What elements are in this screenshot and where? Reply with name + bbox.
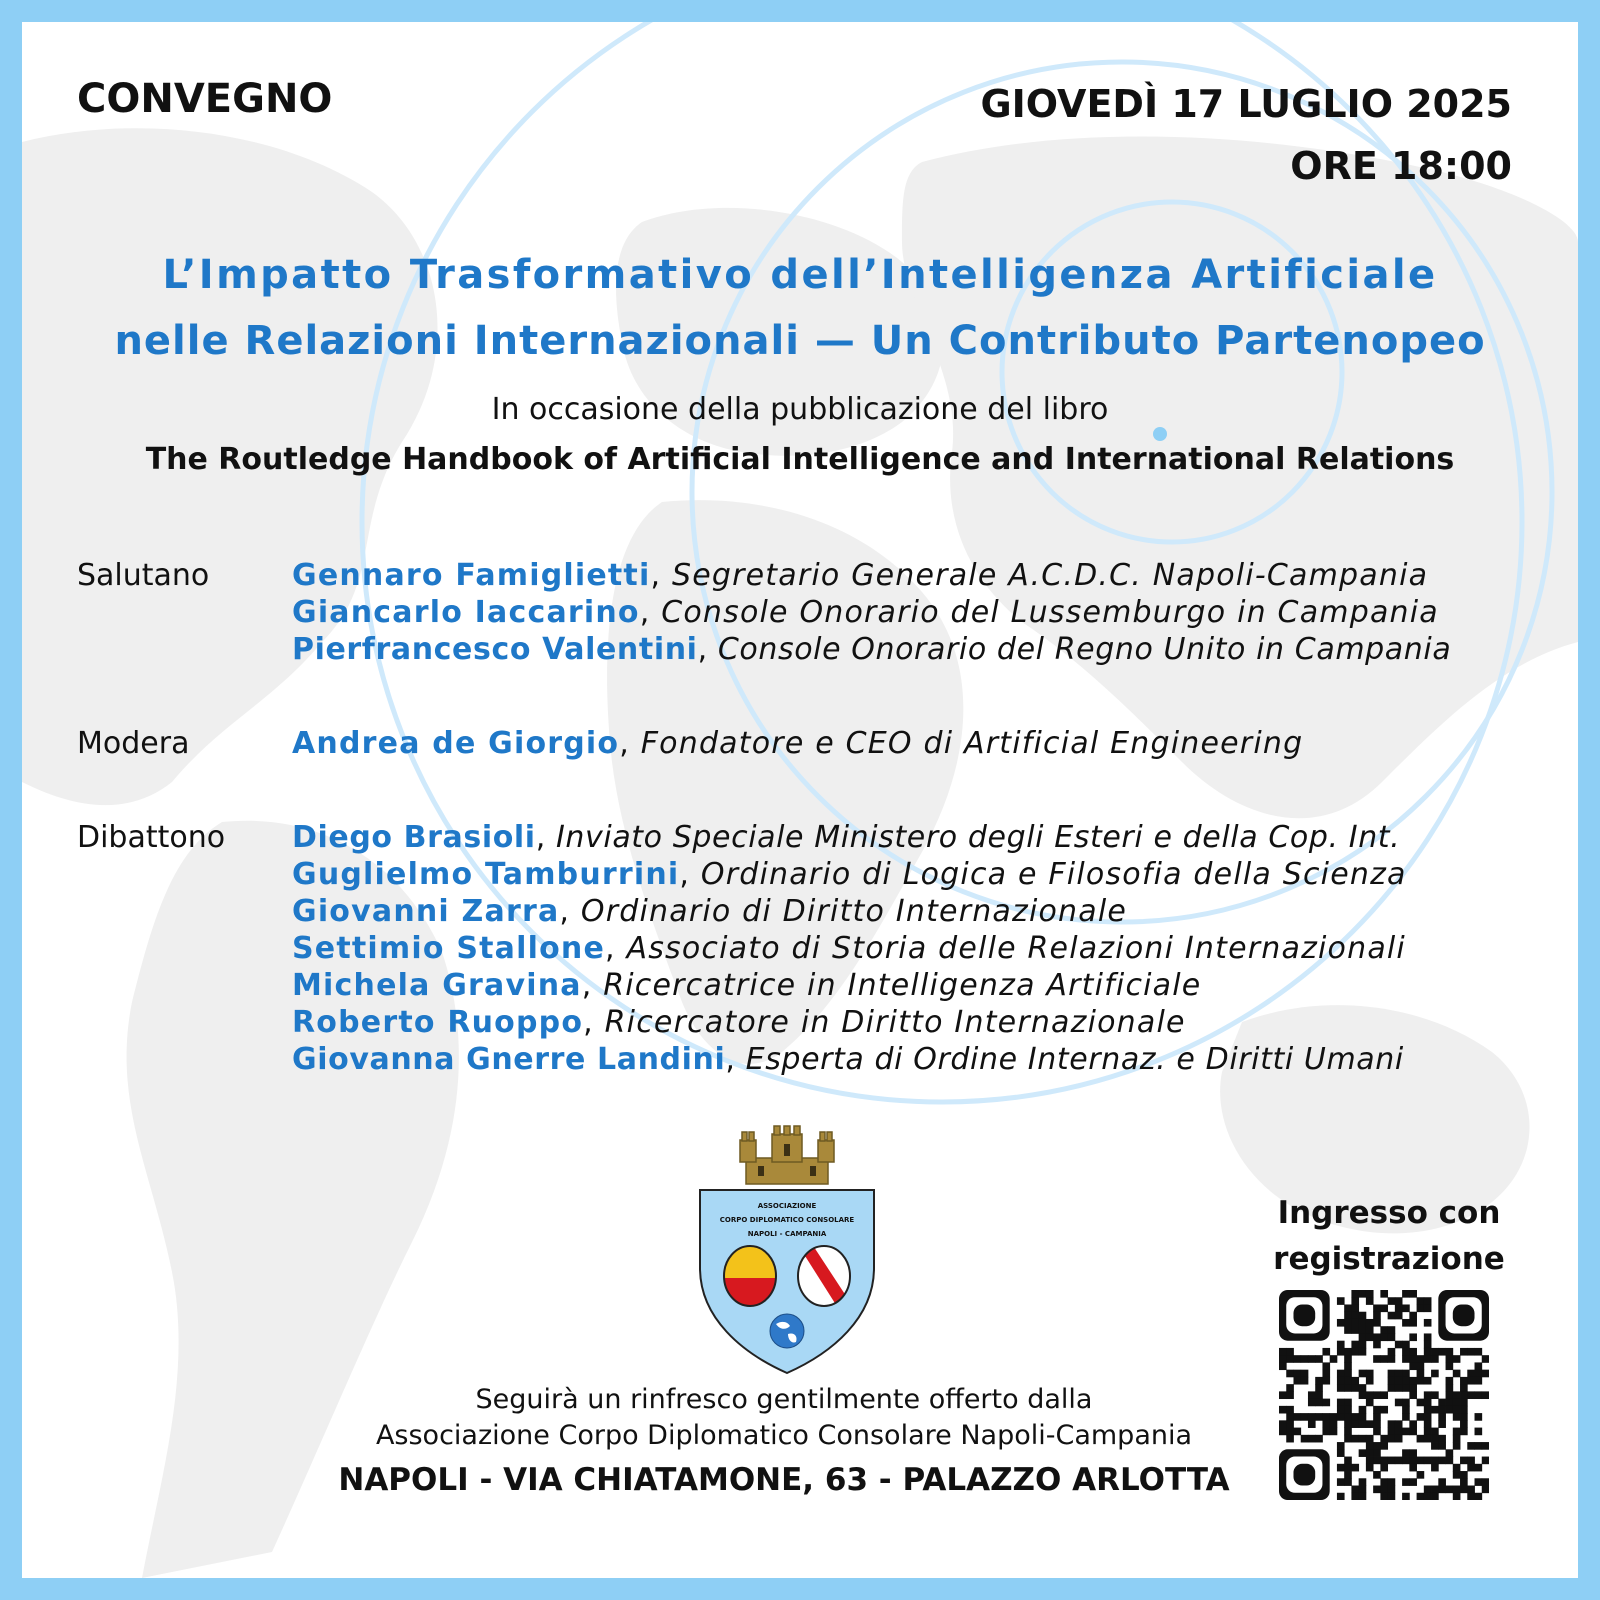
- crest-text-line2: CORPO DIPLOMATICO CONSOLARE: [719, 1216, 855, 1224]
- speaker-role: Ricercatore in Diritto Internazionale: [604, 1005, 1186, 1040]
- speaker-name: Guglielmo Tamburrini: [292, 857, 680, 892]
- speaker-line: Pierfrancesco Valentini, Console Onorario del Regno Unito in Campania: [292, 632, 1452, 667]
- speaker-role: Associato di Storia delle Relazioni Internazionali: [626, 931, 1406, 966]
- speaker-role: Ricercatrice in Intelligenza Artificiale: [603, 968, 1202, 1003]
- event-poster: [22, 22, 1578, 1578]
- speaker-role: Ordinario di Diritto Internazionale: [580, 894, 1128, 929]
- speaker-role: Inviato Speciale Ministero degli Esteri e della Cop. Int.: [555, 820, 1401, 855]
- speaker-role: Fondatore e CEO di Artificial Engineering: [640, 726, 1304, 761]
- speaker-role: Esperta di Ordine Internaz. e Diritti Umani: [745, 1042, 1404, 1077]
- speaker-name: Giancarlo Iaccarino: [292, 595, 640, 630]
- speaker-line: Roberto Ruoppo, Ricercatore in Diritto Internazionale: [292, 1005, 1186, 1040]
- speaker-name: Roberto Ruoppo: [292, 1005, 584, 1040]
- role-label-modera: Modera: [77, 726, 190, 761]
- speaker-line: Michela Gravina, Ricercatrice in Intelligenza Artificiale: [292, 968, 1202, 1003]
- role-label-dibattono: Dibattono: [77, 820, 226, 855]
- refreshment-note-line1: Seguirà un rinfresco gentilmente offerto dalla: [475, 1384, 1093, 1415]
- event-date: GIOVEDÌ 17 LUGLIO 2025: [980, 82, 1512, 126]
- event-type-label: CONVEGNO: [77, 76, 333, 122]
- speaker-name: Giovanna Gnerre Landini: [292, 1042, 726, 1077]
- crest-text-line3: NAPOLI - CAMPANIA: [747, 1230, 827, 1238]
- speaker-line: Guglielmo Tamburrini, Ordinario di Logica e Filosofia della Scienza: [292, 857, 1407, 892]
- speaker-line: Giancarlo Iaccarino, Console Onorario del Lussemburgo in Campania: [292, 595, 1439, 630]
- registration-line1: Ingresso con: [1277, 1195, 1501, 1231]
- speaker-line: Settimio Stallone, Associato di Storia delle Relazioni Internazionali: [292, 931, 1406, 966]
- book-title: The Routledge Handbook of Artificial Intelligence and International Relations: [145, 442, 1455, 477]
- speaker-name: Pierfrancesco Valentini: [292, 632, 698, 667]
- registration-note: [1254, 1190, 1524, 1282]
- speaker-name: Giovanni Zarra: [292, 894, 560, 929]
- crest-text-line1: ASSOCIAZIONE: [757, 1202, 817, 1210]
- speaker-line: Andrea de Giorgio, Fondatore e CEO di Artificial Engineering: [292, 726, 1304, 761]
- event-address: NAPOLI - VIA CHIATAMONE, 63 - PALAZZO ARLOTTA: [338, 1462, 1230, 1498]
- speaker-name: Andrea de Giorgio: [292, 726, 620, 761]
- speaker-role: Segretario Generale A.C.D.C. Napoli-Campania: [671, 558, 1429, 593]
- event-title-line2: nelle Relazioni Internazionali — Un Contributo Partenopeo: [114, 318, 1486, 364]
- speaker-name: Michela Gravina: [292, 968, 582, 1003]
- speaker-line: Gennaro Famiglietti, Segretario Generale A.C.D.C. Napoli-Campania: [292, 558, 1429, 593]
- role-label-salutano: Salutano: [77, 558, 210, 593]
- event-time: ORE 18:00: [1290, 144, 1512, 188]
- speaker-role: Console Onorario del Lussemburgo in Campania: [661, 595, 1439, 630]
- refreshment-note-line2: Associazione Corpo Diplomatico Consolare Napoli-Campania: [375, 1420, 1193, 1451]
- speaker-role: Console Onorario del Regno Unito in Campania: [717, 632, 1452, 667]
- speaker-name: Settimio Stallone: [292, 931, 605, 966]
- event-title-line1: L’Impatto Trasformativo dell’Intelligenza Artificiale: [162, 252, 1438, 298]
- speaker-name: Gennaro Famiglietti: [292, 558, 651, 593]
- speaker-line: Giovanna Gnerre Landini, Esperta di Ordine Internaz. e Diritti Umani: [292, 1042, 1404, 1077]
- speaker-name: Diego Brasioli: [292, 820, 536, 855]
- occasion-intro: In occasione della pubblicazione del libro: [491, 392, 1109, 427]
- speaker-line: Diego Brasioli, Inviato Speciale Ministero degli Esteri e della Cop. Int.: [292, 820, 1401, 855]
- association-crest-logo: [682, 1118, 892, 1380]
- speaker-line: Giovanni Zarra, Ordinario di Diritto Internazionale: [292, 894, 1128, 929]
- speaker-role: Ordinario di Logica e Filosofia della Scienza: [700, 857, 1407, 892]
- registration-line2: registrazione: [1273, 1241, 1505, 1277]
